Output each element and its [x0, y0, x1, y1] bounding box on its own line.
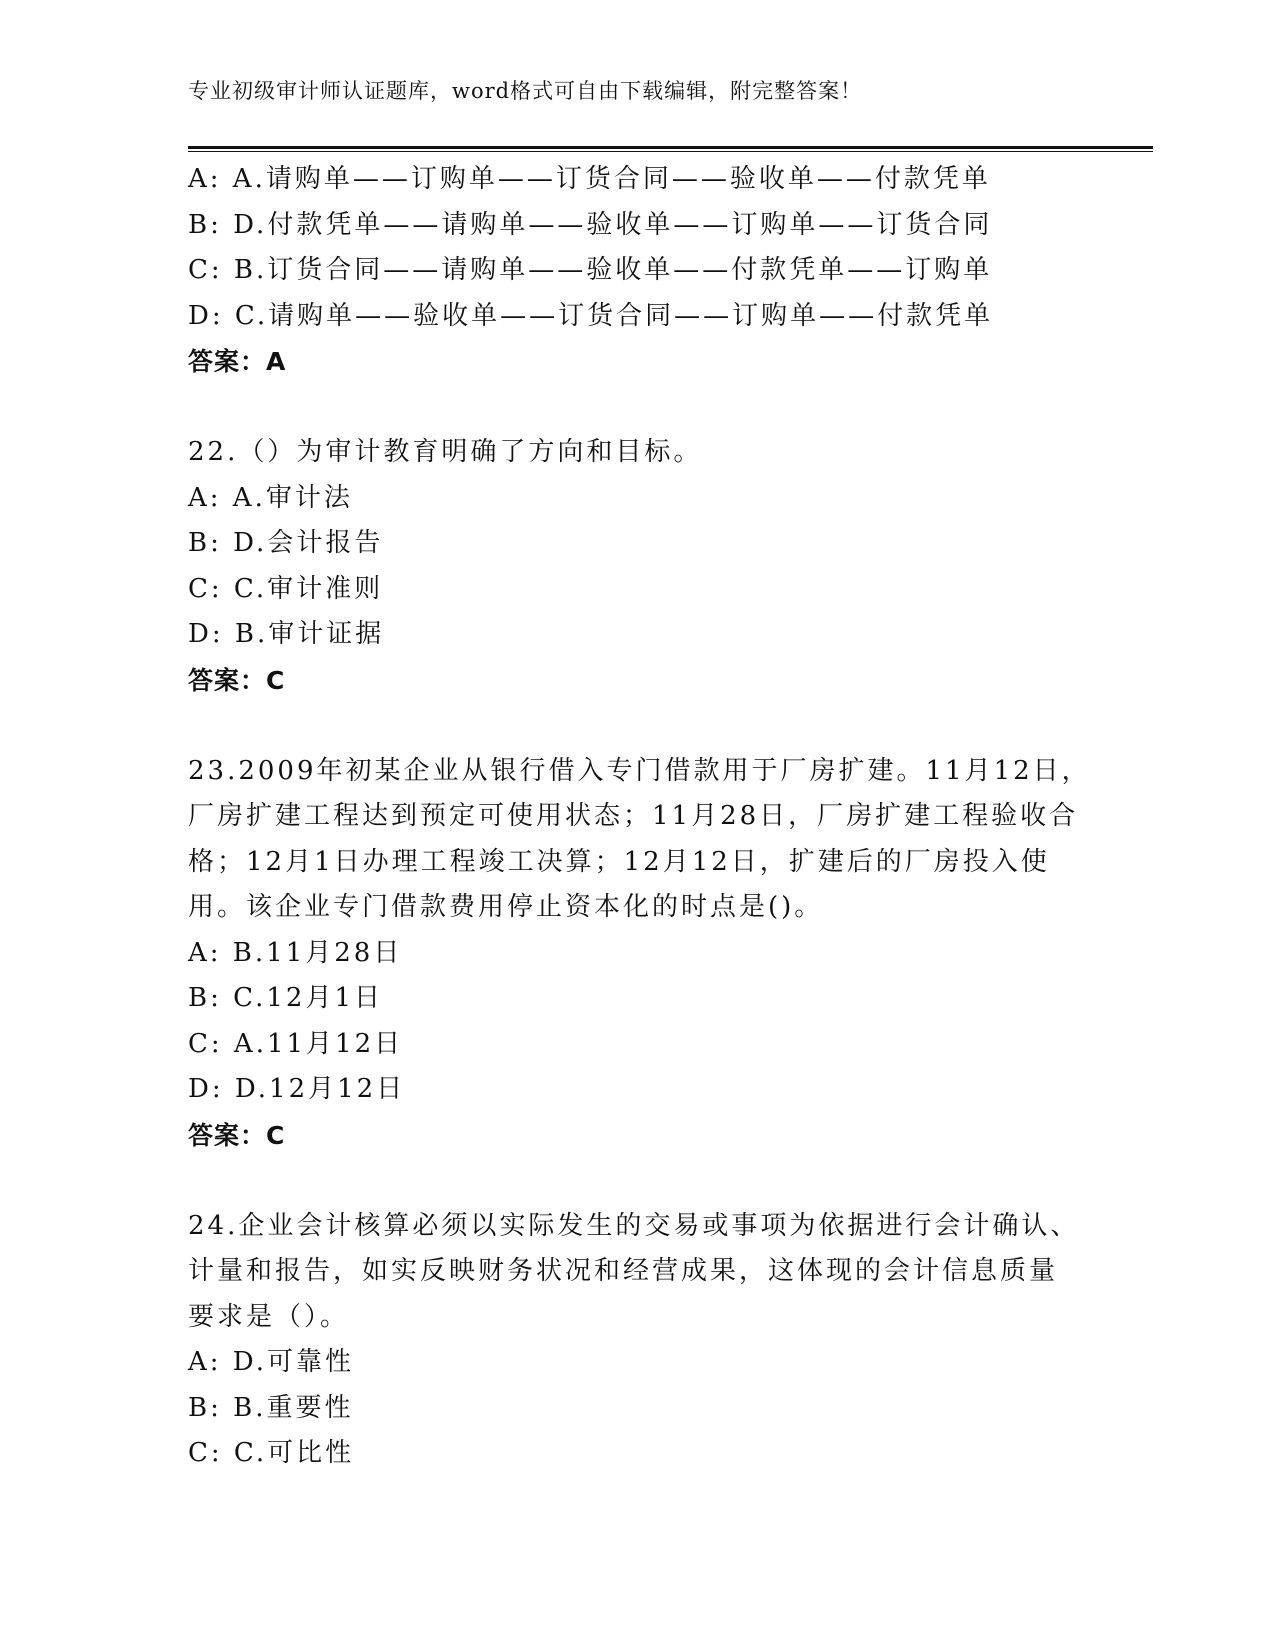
question-text: 24.企业会计核算必须以实际发生的交易或事项为依据进行会计确认、	[188, 1210, 1080, 1241]
question-text: 23.2009年初某企业从银行借入专门借款用于厂房扩建。11月12日，	[188, 755, 1091, 786]
answer: 答案：C	[188, 665, 286, 695]
option-c: C: C.可比性	[188, 1438, 355, 1468]
option-b: B: C.12月1日	[188, 983, 383, 1013]
question-text: 计量和报告，如实反映财务状况和经营成果，这体现的会计信息质量	[188, 1256, 1059, 1286]
answer: 答案：C	[188, 1120, 286, 1150]
page-header: 专业初级审计师认证题库，word格式可自由下载编辑，附完整答案！	[188, 79, 863, 103]
option-d: D: C.请购单——验收单——订货合同——订购单——付款凭单	[188, 300, 994, 331]
question-text: 用。该企业专门借款费用停止资本化的时点是()。	[188, 892, 824, 922]
spacer	[188, 385, 1088, 431]
option-a: A: A.审计法	[188, 482, 353, 513]
question-block	[188, 749, 1091, 1159]
question-block	[188, 157, 1088, 385]
question-block	[188, 1204, 1088, 1477]
option-c: C: B.订货合同——请购单——验收单——付款凭单——订购单	[188, 255, 993, 285]
spacer	[188, 703, 1088, 749]
option-c: C: C.审计准则	[188, 573, 384, 604]
question-text: 厂房扩建工程达到预定可使用状态；11月28日，厂房扩建工程验收合	[188, 801, 1079, 831]
question-text: 格；12月1日办理工程竣工决算；12月12日，扩建后的厂房投入使	[188, 846, 1050, 877]
question-block	[188, 430, 1088, 703]
option-a: A: A.请购单——订购单——订货合同——验收单——付款凭单	[188, 164, 991, 194]
option-a: A: B.11月28日	[188, 937, 403, 968]
option-c: C: A.11月12日	[188, 1028, 404, 1059]
header-divider	[188, 146, 1153, 152]
spacer	[188, 1158, 1088, 1204]
option-a: A: D.可靠性	[188, 1347, 354, 1377]
question-content	[188, 157, 1091, 1477]
question-text: 要求是（）。	[188, 1301, 350, 1332]
option-d: D: D.12月12日	[188, 1074, 406, 1104]
option-b: B: D.会计报告	[188, 528, 384, 558]
answer: 答案：A	[188, 347, 287, 376]
option-b: B: D.付款凭单——请购单——验收单——订购单——订货合同	[188, 209, 993, 240]
option-b: B: B.重要性	[188, 1392, 354, 1423]
option-d: D: B.审计证据	[188, 619, 385, 649]
question-text: 22.（）为审计教育明确了方向和目标。	[188, 437, 703, 467]
